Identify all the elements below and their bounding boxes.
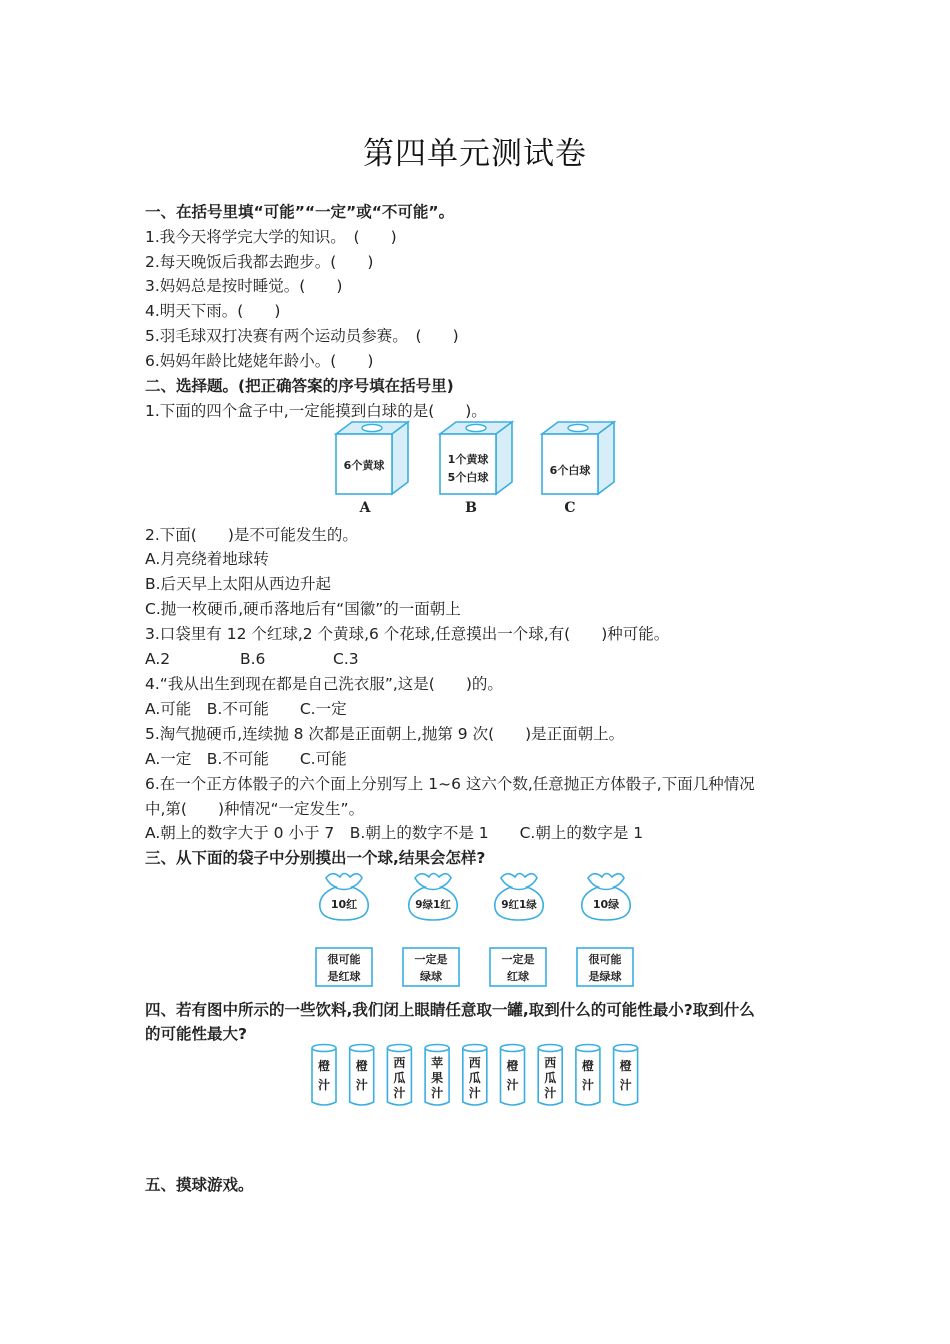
- section3-heading: 三、从下面的袋子中分别摸出一个球,结果会怎样?: [145, 849, 486, 867]
- box-b-content-line1: 1个黄球: [447, 453, 489, 466]
- drink-can: [501, 1045, 525, 1106]
- bag-3: [495, 874, 543, 921]
- card-4-line1: 很可能: [588, 953, 622, 966]
- bag-1-label: 10红: [330, 898, 358, 911]
- drink-can-label-char: 橙: [355, 1059, 368, 1073]
- drink-can-label-char: 汁: [317, 1078, 331, 1092]
- drink-can-label-char: 橙: [581, 1059, 594, 1073]
- box-c-content: 6个白球: [549, 464, 591, 477]
- drink-can-label-char: 汁: [393, 1086, 406, 1100]
- q3-options: [145, 649, 359, 669]
- q2-option-b: B.后天早上太阳从西边升起: [145, 575, 332, 593]
- drink-can-label-char: 瓜: [468, 1071, 481, 1085]
- section2-q3: 3.口袋里有 12 个红球,2 个黄球,6 个花球,任意摸出一个球,有( )种可能。: [145, 625, 670, 643]
- drink-can-label-char: 橙: [619, 1059, 632, 1073]
- drink-can-label-char: 汁: [431, 1086, 444, 1100]
- bag-2-label: 9绿1红: [415, 899, 451, 911]
- q3-option-a: A.2: [145, 650, 171, 668]
- box-a: [336, 422, 408, 494]
- q6-options: A.朝上的数字大于 0 小于 7 B.朝上的数字不是 1 C.朝上的数字是 1: [145, 824, 644, 842]
- box-a-content: 6个黄球: [343, 459, 385, 472]
- drink-can-label-char: 橙: [317, 1059, 331, 1073]
- drink-can-label-char: 汁: [355, 1078, 368, 1092]
- bags-and-cards-figure: [312, 866, 642, 992]
- section4-heading-line2: 的可能性最大?: [145, 1025, 247, 1043]
- section1-item: 5.羽毛球双打决赛有两个运动员参赛。 ( ): [145, 327, 459, 345]
- drink-can: [538, 1045, 562, 1106]
- box-b-label: B: [465, 500, 477, 516]
- q5-options: A.一定 B.不可能 C.可能: [145, 750, 347, 768]
- section5-heading: 五、摸球游戏。: [145, 1176, 254, 1194]
- drink-can: [614, 1045, 638, 1106]
- drink-can-label-char: 果: [431, 1071, 444, 1085]
- q2-option-a: A.月亮绕着地球转: [145, 550, 269, 568]
- drink-can-label-char: 汁: [544, 1086, 557, 1100]
- drink-can-label-char: 汁: [581, 1078, 594, 1092]
- page-title: 第四单元测试卷: [363, 136, 587, 172]
- section2-q5: 5.淘气抛硬币,连续抛 8 次都是正面朝上,抛第 9 次( )是正面朝上。: [145, 725, 625, 743]
- section2-q4: 4.“我从出生到现在都是自己洗衣服”,这是( )的。: [145, 675, 503, 693]
- result-card-3: [490, 948, 546, 986]
- drink-can: [463, 1045, 487, 1106]
- result-card-1: [316, 948, 372, 986]
- card-2-line1: 一定是: [414, 953, 448, 966]
- card-1-line1: 很可能: [327, 953, 361, 966]
- q3-option-b: B.6: [240, 650, 266, 668]
- bag-4: [582, 874, 630, 921]
- result-card-2: [403, 948, 459, 986]
- section4-heading-line1: 四、若有图中所示的一些饮料,我们闭上眼睛任意取一罐,取到什么的可能性最小?取到什么: [145, 1001, 755, 1019]
- box-c: [542, 422, 614, 494]
- drink-can-label-char: 西: [544, 1056, 557, 1070]
- bag-4-label: 10绿: [592, 898, 620, 911]
- q3-option-c: C.3: [333, 650, 359, 668]
- drink-cans-figure: [308, 1042, 644, 1108]
- section1-item: 1.我今天将学完大学的知识。 ( ): [145, 228, 397, 246]
- drink-can-label-char: 橙: [506, 1059, 519, 1073]
- q2-option-c: C.抛一枚硬币,硬币落地后有“国徽”的一面朝上: [145, 600, 461, 618]
- card-4-line2: 是绿球: [588, 970, 622, 983]
- drink-can: [312, 1045, 336, 1106]
- box-b: [440, 422, 512, 494]
- box-c-label: C: [564, 500, 576, 516]
- section2-heading: 二、选择题。(把正确答案的序号填在括号里): [145, 377, 454, 395]
- drink-can: [425, 1045, 449, 1106]
- drink-can-label-char: 瓜: [393, 1071, 406, 1085]
- section1-item: 6.妈妈年龄比姥姥年龄小。( ): [145, 352, 374, 370]
- drink-can-label-char: 汁: [619, 1078, 632, 1092]
- section2-q6-line2: 中,第( )种情况“一定发生”。: [145, 800, 365, 818]
- card-1-line2: 是红球: [327, 970, 361, 983]
- drink-can-label-char: 汁: [468, 1086, 481, 1100]
- section1-item: 3.妈妈总是按时睡觉。( ): [145, 277, 343, 295]
- drink-can: [576, 1045, 600, 1106]
- bag-2: [409, 874, 457, 921]
- bag-3-label: 9红1绿: [501, 899, 537, 911]
- section1-item: 2.每天晚饭后我都去跑步。( ): [145, 253, 374, 271]
- drink-can: [387, 1045, 411, 1106]
- box-a-label: A: [359, 500, 371, 516]
- drink-can-label-char: 苹: [431, 1056, 444, 1070]
- section2-q6-line1: 6.在一个正方体骰子的六个面上分别写上 1~6 这六个数,任意抛正方体骰子,下面几种情况: [145, 775, 755, 793]
- section1-heading: 一、在括号里填“可能”“一定”或“不可能”。: [145, 203, 455, 221]
- card-3-line1: 一定是: [501, 953, 535, 966]
- bag-1: [320, 874, 368, 921]
- result-card-4: [577, 948, 633, 986]
- drink-can: [350, 1045, 374, 1106]
- section1-item: 4.明天下雨。( ): [145, 302, 281, 320]
- card-3-line2: 红球: [507, 970, 529, 983]
- q4-options: A.可能 B.不可能 C.一定: [145, 700, 347, 718]
- drink-can-label-char: 瓜: [544, 1071, 557, 1085]
- drink-can-label-char: 西: [393, 1056, 406, 1070]
- drink-can-label-char: 西: [468, 1056, 481, 1070]
- box-b-content-line2: 5个白球: [447, 471, 489, 484]
- drink-can-label-char: 汁: [506, 1078, 519, 1092]
- section2-q1: 1.下面的四个盒子中,一定能摸到白球的是( )。: [145, 402, 487, 420]
- section2-q2: 2.下面( )是不可能发生的。: [145, 526, 358, 544]
- card-2-line2: 绿球: [420, 970, 442, 983]
